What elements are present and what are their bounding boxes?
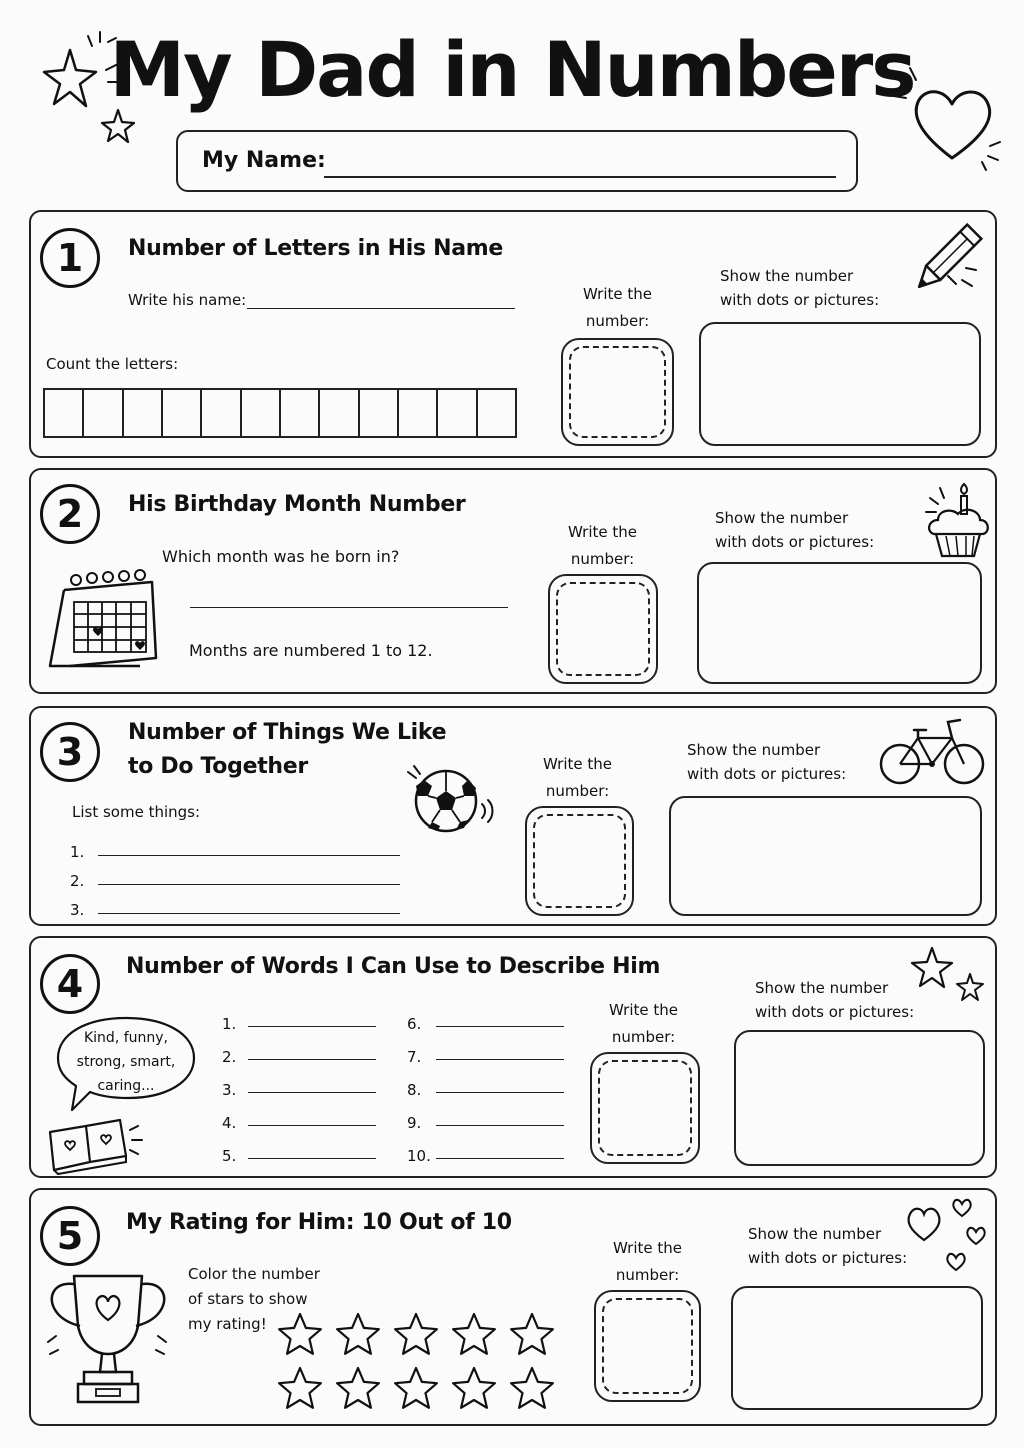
list-item: 3. bbox=[70, 890, 400, 919]
write-number-box[interactable] bbox=[590, 1052, 700, 1164]
letter-box[interactable] bbox=[242, 390, 281, 436]
letter-box[interactable] bbox=[84, 390, 123, 436]
months-note: Months are numbered 1 to 12. bbox=[189, 641, 433, 660]
hearts-icon bbox=[904, 1198, 988, 1278]
rating-star[interactable] bbox=[337, 1314, 379, 1354]
letter-boxes[interactable] bbox=[43, 388, 517, 438]
cupcake-icon bbox=[924, 478, 988, 562]
list-item: 5. bbox=[222, 1132, 376, 1165]
list-item: 8. bbox=[407, 1066, 564, 1099]
show-number-label: Show the number with dots or pictures: bbox=[748, 1225, 908, 1267]
section-2-title: His Birthday Month Number bbox=[128, 492, 466, 517]
write-number-label: Write the number: bbox=[543, 755, 612, 800]
words-list-left bbox=[222, 1000, 376, 1165]
rating-star[interactable] bbox=[279, 1314, 321, 1354]
show-number-box[interactable] bbox=[669, 796, 982, 916]
list-item: 7. bbox=[407, 1033, 564, 1066]
show-number-box[interactable] bbox=[699, 322, 981, 446]
pencil-icon bbox=[906, 220, 986, 300]
section-2-number: 2 bbox=[40, 484, 100, 544]
list-item: 9. bbox=[407, 1099, 564, 1132]
rating-stars[interactable] bbox=[270, 1308, 566, 1416]
section-3-title: Number of Things We Like to Do Together bbox=[128, 720, 447, 779]
letter-box[interactable] bbox=[202, 390, 241, 436]
calendar-icon bbox=[48, 570, 160, 674]
name-line[interactable] bbox=[324, 176, 836, 178]
write-number-box[interactable] bbox=[525, 806, 634, 916]
write-number-label: Write the number: bbox=[613, 1239, 682, 1284]
rating-instruction: Color the number of stars to show my rating! bbox=[188, 1265, 320, 1333]
write-his-name-label: Write his name: bbox=[128, 291, 247, 309]
rating-star[interactable] bbox=[453, 1368, 495, 1408]
rating-star[interactable] bbox=[395, 1368, 437, 1408]
rating-star[interactable] bbox=[453, 1314, 495, 1354]
letter-box[interactable] bbox=[163, 390, 202, 436]
rating-star[interactable] bbox=[337, 1368, 379, 1408]
name-field[interactable] bbox=[176, 130, 858, 192]
soccer-ball-icon bbox=[404, 764, 496, 836]
rating-star[interactable] bbox=[511, 1368, 553, 1408]
letter-box[interactable] bbox=[320, 390, 359, 436]
section-1-title: Number of Letters in His Name bbox=[128, 236, 503, 261]
write-number-label: Write the number: bbox=[609, 1001, 678, 1046]
show-number-label: Show the number with dots or pictures: bbox=[715, 509, 875, 551]
section-5-number: 5 bbox=[40, 1206, 100, 1266]
show-number-label: Show the number with dots or pictures: bbox=[687, 741, 847, 783]
show-number-box[interactable] bbox=[734, 1030, 985, 1166]
letter-box[interactable] bbox=[281, 390, 320, 436]
bicycle-icon bbox=[878, 714, 988, 790]
words-list-right bbox=[407, 1000, 564, 1165]
write-number-box[interactable] bbox=[548, 574, 658, 684]
name-label: My Name: bbox=[202, 148, 326, 173]
his-name-line[interactable] bbox=[247, 308, 515, 309]
section-3-number: 3 bbox=[40, 722, 100, 782]
letter-box[interactable] bbox=[124, 390, 163, 436]
section-4-number: 4 bbox=[40, 954, 100, 1014]
bubble-text: Kind, funny, strong, smart, caring... bbox=[76, 1030, 176, 1094]
list-item: 4. bbox=[222, 1099, 376, 1132]
rating-star[interactable] bbox=[279, 1368, 321, 1408]
show-number-box[interactable] bbox=[731, 1286, 983, 1410]
list-item: 1. bbox=[222, 1000, 376, 1033]
show-number-box[interactable] bbox=[697, 562, 982, 684]
list-things-label: List some things: bbox=[72, 803, 201, 821]
trophy-icon bbox=[44, 1266, 172, 1412]
write-number-box[interactable] bbox=[561, 338, 674, 446]
letter-box[interactable] bbox=[399, 390, 438, 436]
write-number-box[interactable] bbox=[594, 1290, 701, 1402]
letter-box[interactable] bbox=[45, 390, 84, 436]
letter-box[interactable] bbox=[478, 390, 515, 436]
letter-box[interactable] bbox=[360, 390, 399, 436]
list-item: 10. bbox=[407, 1132, 564, 1165]
birth-month-question: Which month was he born in? bbox=[162, 547, 400, 566]
open-book-icon bbox=[46, 1118, 146, 1176]
section-1-number: 1 bbox=[40, 228, 100, 288]
list-item: 2. bbox=[222, 1033, 376, 1066]
list-item: 3. bbox=[222, 1066, 376, 1099]
rating-star[interactable] bbox=[511, 1314, 553, 1354]
show-number-label: Show the number with dots or pictures: bbox=[720, 267, 880, 309]
show-number-label: Show the number with dots or pictures: bbox=[755, 979, 915, 1021]
stars-doodle-icon bbox=[908, 944, 992, 1010]
birth-month-line[interactable] bbox=[190, 607, 508, 608]
page-title: My Dad in Numbers bbox=[109, 25, 915, 114]
write-number-label: Write the number: bbox=[568, 523, 637, 568]
things-list bbox=[70, 832, 400, 919]
write-number-label: Write the number: bbox=[583, 285, 652, 330]
letter-box[interactable] bbox=[438, 390, 477, 436]
count-letters-label: Count the letters: bbox=[46, 355, 179, 373]
list-item: 6. bbox=[407, 1000, 564, 1033]
section-5-title: My Rating for Him: 10 Out of 10 bbox=[126, 1210, 512, 1235]
rating-star[interactable] bbox=[395, 1314, 437, 1354]
list-item: 1. bbox=[70, 832, 400, 861]
section-4-title: Number of Words I Can Use to Describe Him bbox=[126, 954, 661, 979]
list-item: 2. bbox=[70, 861, 400, 890]
